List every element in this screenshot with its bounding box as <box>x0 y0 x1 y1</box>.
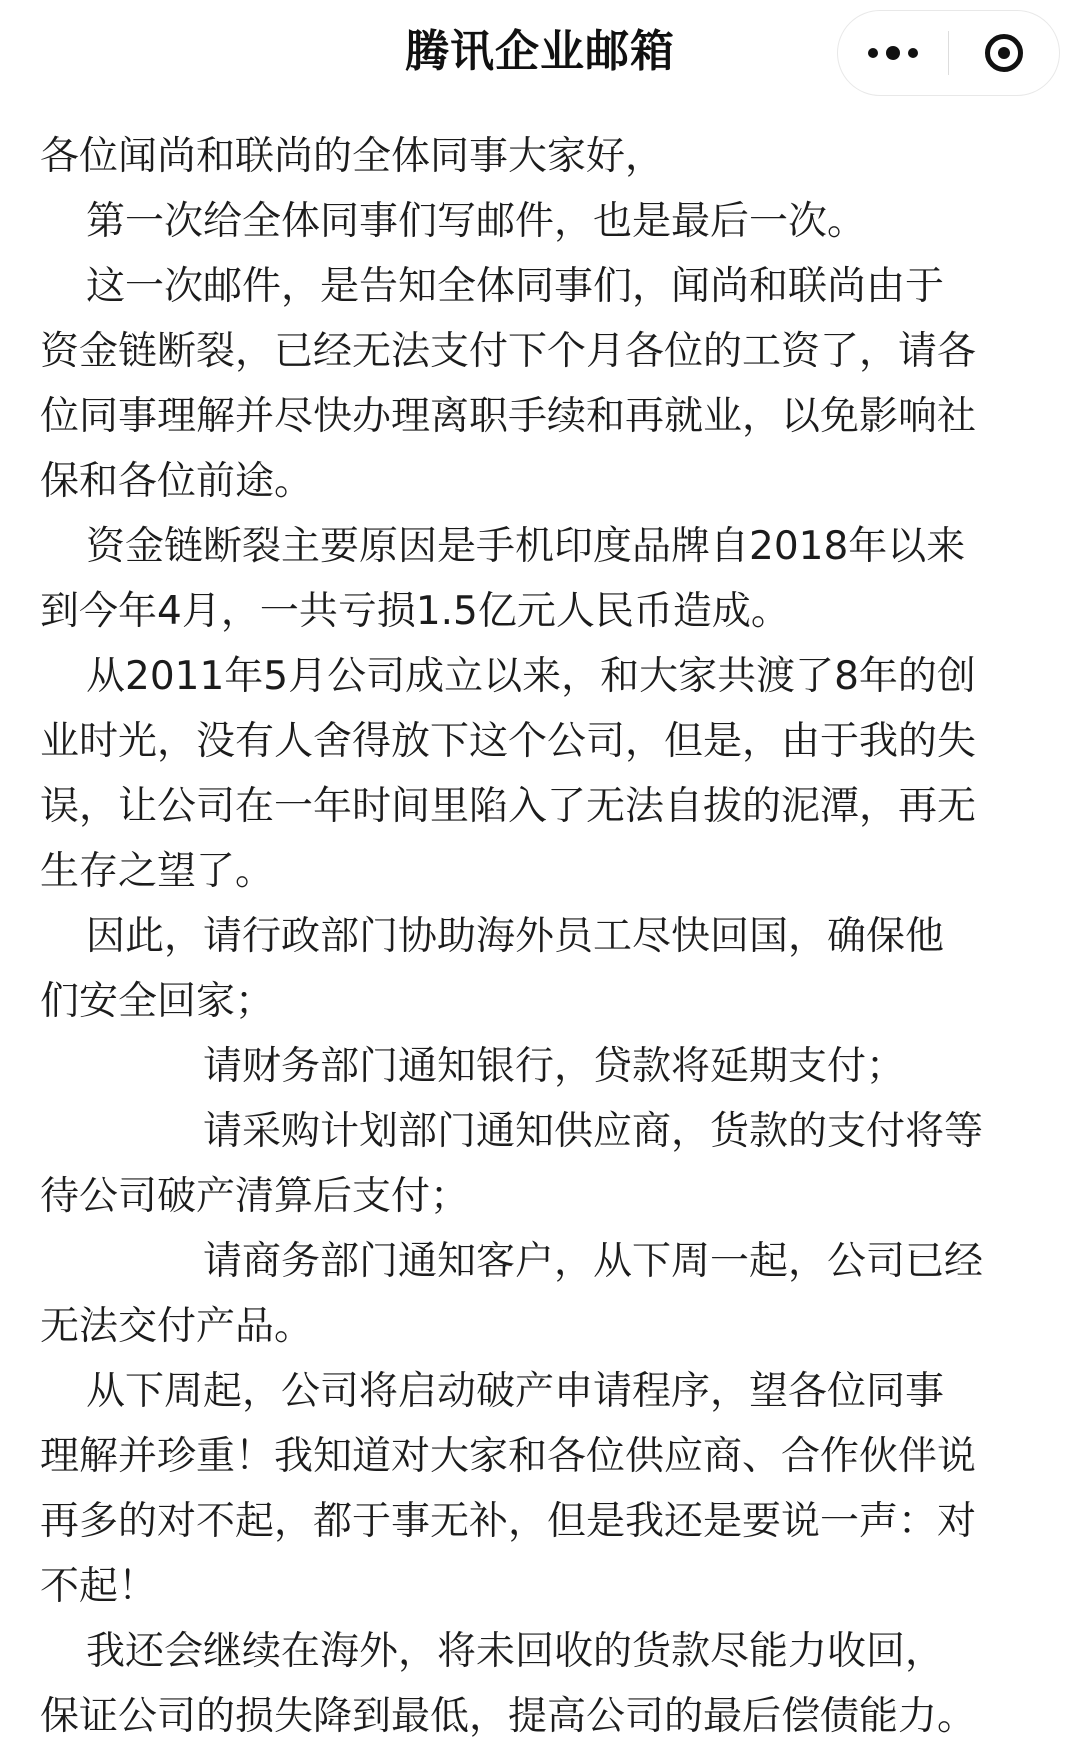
mini-program-capsule <box>837 10 1060 96</box>
email-line: 第一次给全体同事们写邮件，也是最后一次。 <box>86 199 867 244</box>
email-line: 无法交付产品。 <box>40 1304 314 1349</box>
close-button[interactable] <box>949 11 1059 95</box>
email-line: 我还会继续在海外，将未回收的货款尽能力收回， <box>86 1629 945 1674</box>
email-line: 请财务部门通知银行，贷款将延期支付； <box>203 1044 906 1089</box>
email-line: 从下周起，公司将启动破产申请程序，望各位同事 <box>86 1369 945 1414</box>
email-line: 业时光，没有人舍得放下这个公司，但是，由于我的失 <box>40 719 977 764</box>
email-line: 到今年4月，一共亏损1.5亿元人民币造成。 <box>40 589 790 634</box>
email-line: 生存之望了。 <box>40 849 275 894</box>
email-line: 资金链断裂，已经无法支付下个月各位的工资了，请各 <box>40 329 977 374</box>
email-line: 理解并珍重！我知道对大家和各位供应商、合作伙伴说 <box>40 1434 977 1479</box>
email-body <box>40 124 1050 1749</box>
email-line: 待公司破产清算后支付； <box>40 1174 470 1219</box>
email-line: 误，让公司在一年时间里陷入了无法自拔的泥潭，再无 <box>40 784 977 829</box>
page-title: 腾讯企业邮箱 <box>405 26 675 77</box>
email-line: 从2011年5月公司成立以来，和大家共渡了8年的创 <box>86 654 976 699</box>
navigation-bar <box>0 0 1080 110</box>
more-options-button[interactable] <box>838 11 948 95</box>
email-line: 不起！ <box>40 1564 158 1609</box>
email-line: 保证公司的损失降到最低，提高公司的最后偿债能力。 <box>40 1694 977 1739</box>
email-greeting: 各位闻尚和联尚的全体同事大家好， <box>40 134 665 179</box>
email-line: 们安全回家； <box>40 979 275 1024</box>
email-line: 这一次邮件，是告知全体同事们，闻尚和联尚由于 <box>86 264 945 309</box>
more-dots-icon <box>864 46 922 60</box>
email-line: 位同事理解并尽快办理离职手续和再就业，以免影响社 <box>40 394 977 439</box>
email-line: 请采购计划部门通知供应商，货款的支付将等 <box>203 1109 984 1154</box>
email-line: 因此，请行政部门协助海外员工尽快回国，确保他 <box>86 914 945 959</box>
email-line: 再多的对不起，都于事无补，但是我还是要说一声：对 <box>40 1499 977 1544</box>
email-line: 资金链断裂主要原因是手机印度品牌自2018年以来 <box>86 524 966 569</box>
email-line: 请商务部门通知客户，从下周一起，公司已经 <box>203 1239 984 1284</box>
target-close-icon <box>985 34 1023 72</box>
email-line: 保和各位前途。 <box>40 459 314 504</box>
